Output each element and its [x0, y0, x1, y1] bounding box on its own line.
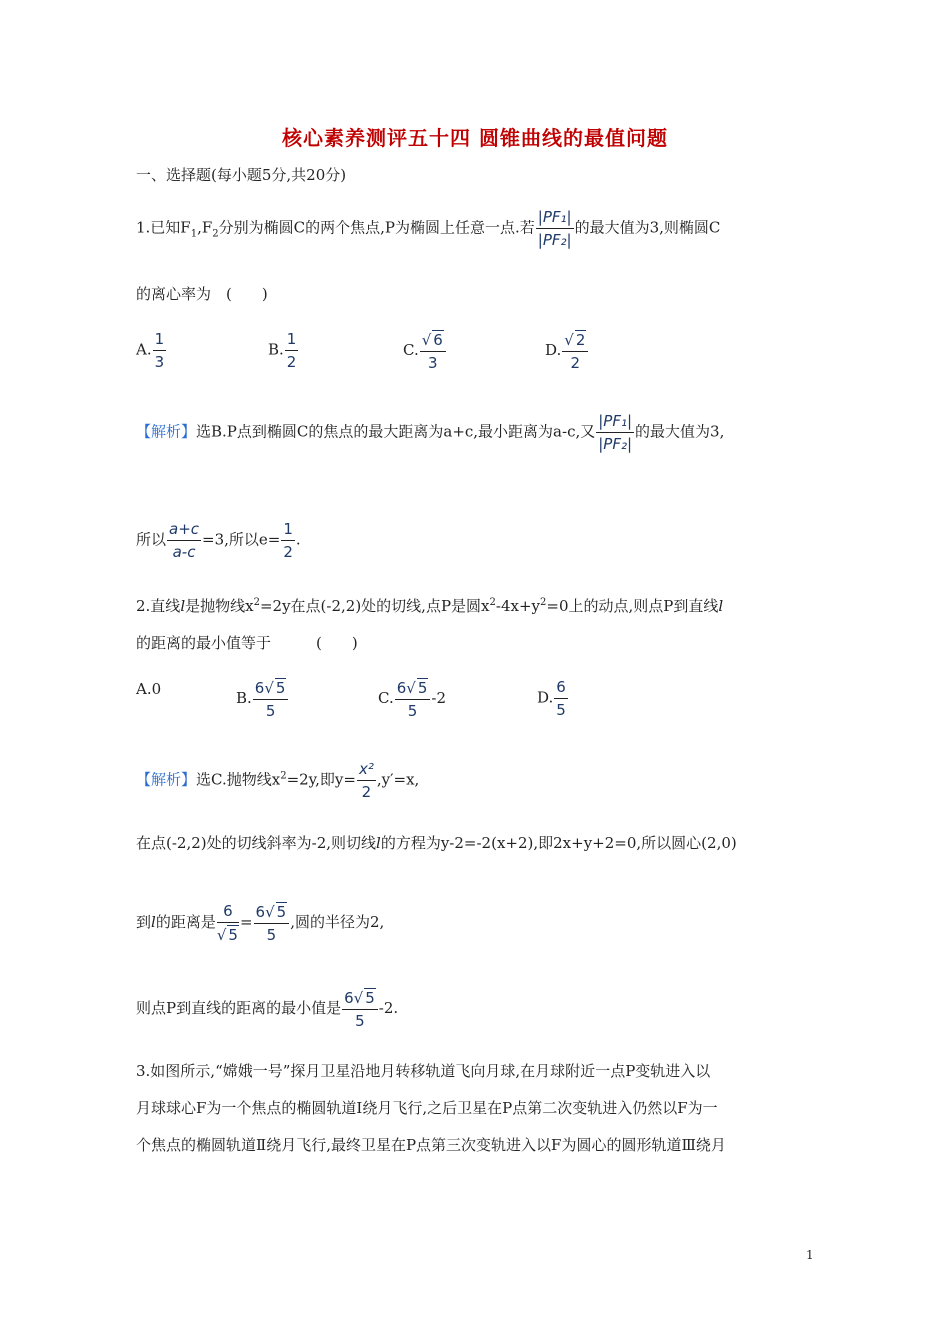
q1-ratio-fraction: $\frac{\text{|PF₁|}}{\text{|PF₂|}}$ [537, 208, 572, 249]
page-title: 核心素养测评五十四 圆锥曲线的最值问题 [282, 126, 668, 150]
q3-line2: 月球球心F为一个焦点的椭圆轨道Ⅰ绕月飞行,之后卫星在P点第二次变轨进入仍然以F为一 [136, 1099, 718, 1117]
q2-option-b: B. $\frac{6√ 5}{5}$ [236, 678, 289, 720]
q1-option-d: D. $\frac{√ 2}{2}$ [545, 330, 589, 372]
q2-solution-line1: 【解析】选C.抛物线$x^2=2y$,即y= $\frac{\text{x²}}{2}$ ,y′=x, [136, 760, 420, 801]
q2-solution-line2: 在点(-2,2)处的切线斜率为-2,则切线l的方程为y-2=-2(x+2),即2x+y+2=0,所以圆心(2,0) [136, 834, 737, 852]
q2-option-a: A.0 [136, 680, 162, 698]
q1-option-b: B. $\frac{1}{2}$ [268, 330, 297, 371]
q3-line1: 3.如图所示,“嫦娥一号”探月卫星沿地月转移轨道飞向月球,在月球附近一点P变轨进入以 [136, 1062, 711, 1080]
q2-stem-line2: 的距离的最小值等于 ( ) [136, 634, 358, 652]
q1-stem-line2: 的离心率为 ( ) [136, 285, 268, 303]
q1-option-a: A. $\frac{1}{3}$ [136, 330, 165, 371]
section-heading: 一、选择题(每小题5分,共20分) [136, 166, 347, 184]
q2-option-c: C. $\frac{6√ 5}{5}$ -2 [378, 679, 446, 720]
q1-option-c: C. $\frac{√ 6}{3}$ [403, 330, 447, 372]
q1-solution-line1: 【解析】选B.P点到椭圆C的焦点的最大距离为a+c,最小距离为a-c,又 $\frac{\text{|PF₁|}}{\text{|PF₂|}}$ 的最大值为3, [136, 412, 725, 453]
page-number: 1 [806, 1248, 814, 1262]
q2-option-d: D. $\frac{6}{5}$ [537, 678, 566, 719]
q1-stem-line1: 1.已知$F_1,F_2$分别为椭圆C的两个焦点,P为椭圆上任意一点.若 $\frac{\text{|PF₁|}}{\text{|PF₂|}}$ 的最大值为3,则椭圆C [136, 208, 721, 249]
q1-solution-line2: 所以 $\frac{a+c}{a-c}$ =3,所以e= $\frac{1}{2}$ . [136, 520, 301, 561]
q2-solution-line4: 则点P到直线的距离的最小值是 $\frac{6√ 5}{5}$ -2. [136, 989, 399, 1030]
q3-line3: 个焦点的椭圆轨道Ⅱ绕月飞行,最终卫星在P点第三次变轨进入以F为圆心的圆形轨道Ⅲ绕月 [136, 1136, 726, 1154]
q2-solution-line3: 到l的距离是 $\frac{6}{√ 5}$ = $\frac{6√ 5}{5}$ ,圆的半径为2, [136, 902, 385, 944]
q2-stem-line1: 2.直线l是抛物线$x^2=2y$在点(-2,2)处的切线,点P是圆$x^2-4x+y^2=0$上的动点,则点P到直线l [136, 597, 724, 615]
